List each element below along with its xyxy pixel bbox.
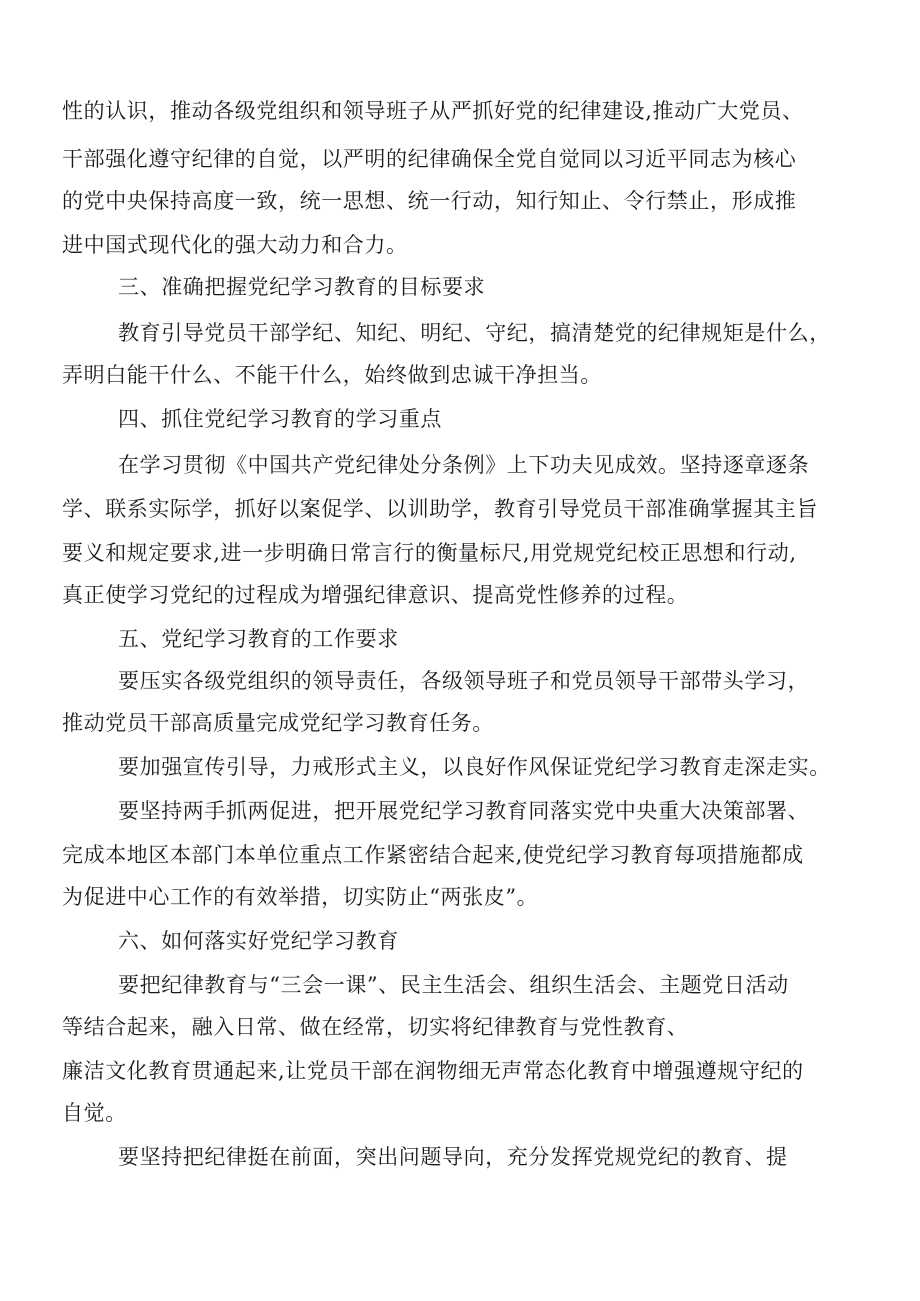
- paragraph-line-indented: 要加强宣传引导，力戒形式主义，以良好作风保证党纪学习教育走深走实。: [118, 755, 831, 779]
- paragraph-line: 完成本地区本部门本单位重点工作紧密结合起来,使党纪学习教育每项措施都成: [62, 843, 804, 867]
- paragraph-line: 自觉。: [62, 1101, 127, 1125]
- paragraph-line-indented: 要压实各级党组织的领导责任，各级领导班子和党员领导干部带头学习，: [118, 669, 810, 693]
- paragraph-line: 干部强化遵守纪律的自觉，以严明的纪律确保全党自觉同以习近平同志为核心: [62, 147, 797, 171]
- paragraph-line-indented: 要坚持两手抓两促进，把开展党纪学习教育同落实党中央重大决策部署、: [118, 799, 810, 823]
- paragraph-line: 要义和规定要求,进一步明确日常言行的衡量标尺,用党规党纪校正思想和行动,: [62, 541, 797, 565]
- paragraph-line: 进中国式现代化的强大动力和合力。: [62, 233, 408, 257]
- paragraph-line: 的党中央保持高度一致，统一思想、统一行动，知行知止、令行禁止，形成推: [62, 189, 797, 213]
- paragraph-line-indented: 在学习贯彻《中国共产党纪律处分条例》上下功夫见成效。坚持逐章逐条: [118, 453, 810, 477]
- paragraph-line-indented: 三、准确把握党纪学习教育的目标要求: [118, 275, 486, 299]
- paragraph-line-indented: 四、抓住党纪学习教育的学习重点: [118, 407, 442, 431]
- paragraph-line: 真正使学习党纪的过程成为增强纪律意识、提高党性修养的过程。: [62, 583, 689, 607]
- paragraph-line-indented: 六、如何落实好党纪学习教育: [118, 929, 399, 953]
- paragraph-line: 性的认识，推动各级党组织和领导班子从严抓好党的纪律建设,推动广大党员、: [62, 99, 804, 123]
- paragraph-line: 廉洁文化教育贯通起来,让党员干部在润物细无声常态化教育中增强遵规守纪的: [62, 1059, 804, 1083]
- paragraph-line: 学、联系实际学，抓好以案促学、以训助学，教育引导党员干部准确掌握其主旨: [62, 497, 818, 521]
- paragraph-line: 推动党员干部高质量完成党纪学习教育任务。: [62, 711, 494, 735]
- paragraph-line: 为促进中心工作的有效举措，切实防止“两张皮”。: [62, 885, 539, 909]
- paragraph-line-indented: 教育引导党员干部学纪、知纪、明纪、守纪，搞清楚党的纪律规矩是什么，: [118, 321, 831, 345]
- paragraph-line: 弄明白能干什么、不能干什么，始终做到忠诚干净担当。: [62, 363, 602, 387]
- paragraph-line-indented: 要坚持把纪律挺在前面，突出问题导向，充分发挥党规党纪的教育、提: [118, 1145, 788, 1169]
- paragraph-line-indented: 五、党纪学习教育的工作要求: [118, 627, 399, 651]
- paragraph-line-indented: 要把纪律教育与“三会一课”、民主生活会、组织生活会、主题党日活动: [118, 973, 789, 997]
- paragraph-line: 等结合起来，融入日常、做在经常，切实将纪律教育与党性教育、: [62, 1015, 689, 1039]
